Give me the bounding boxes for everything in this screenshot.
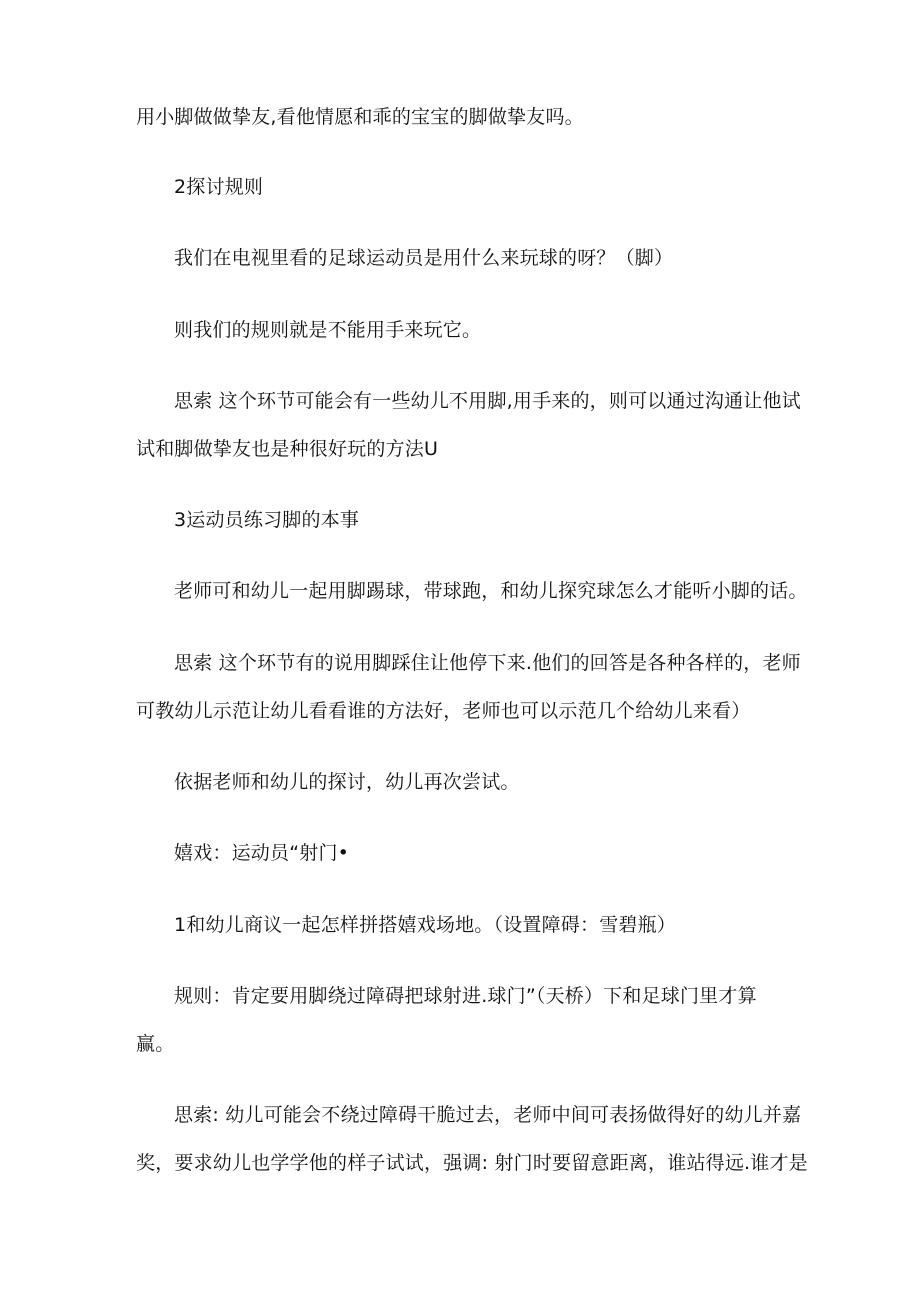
text-line-3: 我们在电视里看的足球运动员是用什么来玩球的呀？（脚） — [174, 247, 674, 269]
reflection-paragraph-2-line-2: 可教幼儿示范让幼儿看看谁的方法好，老师也可以示范几个给幼儿来看） — [136, 700, 751, 722]
reflection-paragraph-1-line-2: 试和脚做挚友也是种很好玩的方法U — [136, 438, 439, 460]
text-line-8: 老师可和幼儿一起用脚踢球，带球跑，和幼儿探究球怎么才能听小脚的话。 — [174, 580, 808, 602]
rules-paragraph-line-2: 赢。 — [136, 1033, 175, 1055]
text-line-4: 则我们的规则就是不能用手来玩它。 — [174, 319, 482, 341]
reflection-paragraph-1-line-1: 思索 这个环节可能会有一些幼儿不用脚,用手来的，则可以通过沟通让他试 — [174, 390, 801, 412]
text-line-11: 依据老师和幼儿的探讨，幼儿再次尝试。 — [174, 771, 520, 793]
text-line-13: 1和幼儿商议一起怎样拼搭嬉戏场地。（设置障碍：雪碧瓶） — [174, 914, 676, 936]
rules-paragraph-line-1: 规则：肯定要用脚绕过障碍把球射进.球门”（天桥）下和足球门里才算 — [174, 985, 757, 1007]
reflection-paragraph-3-line-1: 思索: 幼儿可能会不绕过障碍干脆过去，老师中间可表扬做得好的幼儿并嘉 — [174, 1104, 802, 1126]
reflection-paragraph-3-line-2: 奖，要求幼儿也学学他的样子试试，强调: 射门时要留意距离，谁站得远.谁才是 — [136, 1152, 808, 1174]
reflection-paragraph-2-line-1: 思索 这个环节有的说用脚踩住让他停下来.他们的回答是各种各样的，老师 — [174, 652, 801, 674]
section-heading-discuss-rules: 2探讨规则 — [174, 176, 264, 198]
section-heading-practice: 3运动员练习脚的本事 — [174, 509, 360, 531]
section-heading-game: 嬉戏：运动员“射门• — [174, 842, 350, 864]
text-line-1: 用小脚做做挚友,看他情愿和乖的宝宝的脚做挚友吗。 — [136, 106, 584, 128]
